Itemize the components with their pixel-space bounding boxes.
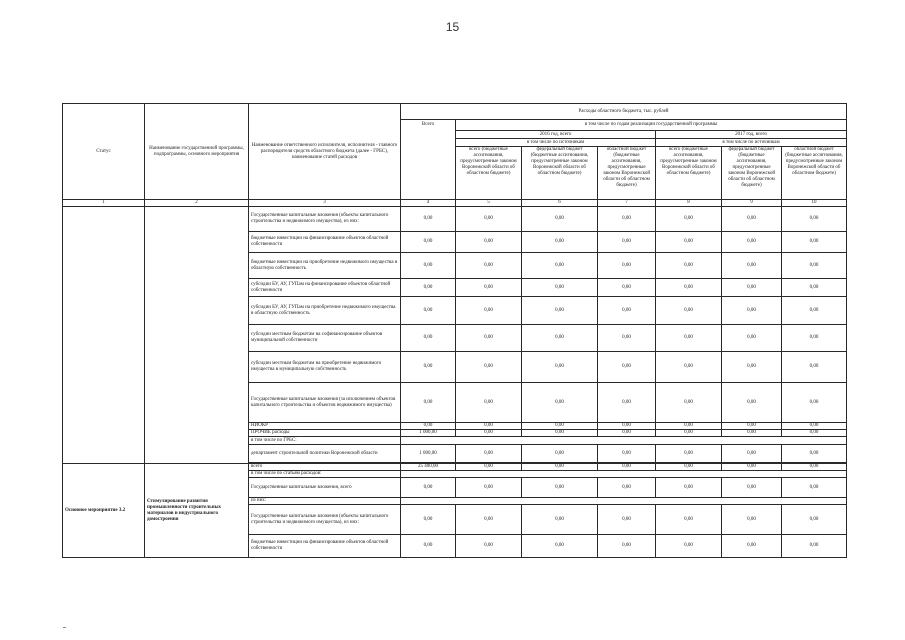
program-name-cell-empty	[145, 207, 249, 464]
column-number: 7	[598, 200, 656, 207]
value-cell: 0,00	[782, 207, 847, 232]
column-number: 5	[456, 200, 522, 207]
value-cell: 0,00	[656, 279, 722, 297]
header-year-2016: 2016 год, всего	[456, 131, 656, 139]
budget-table	[62, 103, 847, 558]
column-number: 4	[401, 200, 456, 207]
value-cell: 0,00	[722, 232, 782, 253]
value-cell: 0,00	[656, 478, 722, 498]
value-cell: 0,00	[401, 253, 456, 279]
value-cell: 0,00	[722, 535, 782, 558]
value-cell: 0,00	[656, 297, 722, 325]
activity-name: Стимулирование развития промышленности строительных материалов и индустриального домостроения	[145, 464, 249, 558]
value-cell: 0,00	[598, 464, 656, 471]
value-cell: 0,00	[401, 232, 456, 253]
column-numbers-row	[63, 200, 847, 207]
value-cell: 0,00	[656, 232, 722, 253]
value-cell: 0,00	[522, 478, 598, 498]
value-cell: 0,00	[598, 383, 656, 423]
table-row	[63, 207, 847, 232]
value-cell: 0,00	[456, 430, 522, 437]
source-2016-federal: федеральный бюджет (бюджетные ассигнования, предусмотренные законом Воронежской области об областном бюджете)	[522, 147, 598, 200]
value-cell: 0,00	[782, 535, 847, 558]
header-sources-2016: в том числе по источникам	[456, 139, 656, 147]
value-cell: 0,00	[782, 325, 847, 352]
value-cell: 0,00	[401, 207, 456, 232]
value-cell: 0,00	[522, 352, 598, 383]
value-cell: 0,00	[456, 232, 522, 253]
value-cell: 0,00	[522, 325, 598, 352]
value-cell: 0,00	[598, 297, 656, 325]
value-cell: 0,00	[401, 325, 456, 352]
header-year-2017: 2017 год, всего	[656, 131, 847, 139]
value-cell: 0,00	[522, 297, 598, 325]
column-number: 3	[249, 200, 401, 207]
value-cell: 0,00	[456, 445, 522, 463]
header-executor: Наименование ответственного исполнителя, исполнителя - главного распорядителя средств областного бюджета (далее - ГРБС), наименование статей расходов	[249, 104, 401, 200]
value-cell: 0,00	[522, 464, 598, 471]
value-cell: 0,00	[522, 253, 598, 279]
value-cell: 0,00	[456, 423, 522, 430]
row-label-niokr: НИОКР	[249, 423, 401, 430]
value-cell: 0,00	[782, 297, 847, 325]
value-cell: 0,00	[722, 325, 782, 352]
header-total: Всего	[401, 120, 456, 200]
value-cell: 0,00	[656, 325, 722, 352]
value-cell: 0,00	[522, 445, 598, 463]
column-number: 2	[145, 200, 249, 207]
value-cell: 0,00	[598, 505, 656, 535]
row-label-capital-objects: Государственные капитальные вложения (объекты капитального строительства и недвижимого имущества), из них:	[249, 505, 401, 535]
value-cell: 0,00	[722, 207, 782, 232]
row-label: бюджетные инвестиции на финансирование объектов областной собственности	[249, 232, 401, 253]
source-2017-total: всего (бюджетные ассигнования, предусмотренные законом Воронежской области об областном бюджете)	[656, 147, 722, 200]
value-cell: 0,00	[522, 535, 598, 558]
value-cell: 0,00	[656, 352, 722, 383]
row-label-total: всего	[249, 464, 401, 471]
value-cell: 0,00	[401, 279, 456, 297]
value-cell: 0,00	[782, 383, 847, 423]
value-cell: 0,00	[782, 253, 847, 279]
value-cell: 0,00	[456, 535, 522, 558]
row-label: субсидии БУ, АУ, ГУПам на приобретение недвижимого имущества в областную собственность	[249, 297, 401, 325]
column-number: 8	[656, 200, 722, 207]
value-cell: 0,00	[456, 464, 522, 471]
value-cell: 0,00	[782, 505, 847, 535]
table-row	[63, 464, 847, 471]
value-cell: 0,00	[522, 232, 598, 253]
value-cell: 0,00	[401, 423, 456, 430]
value-cell: 0,00	[722, 279, 782, 297]
value-cell: 0,00	[722, 253, 782, 279]
value-cell: 0,00	[598, 207, 656, 232]
header-by-year: в том числе по годам реализации государственной программы	[456, 120, 847, 131]
value-cell: 0,00	[456, 325, 522, 352]
value-cell: 0,00	[722, 430, 782, 437]
value-cell: 0,00	[656, 505, 722, 535]
value-cell: 0,00	[598, 535, 656, 558]
row-label: бюджетные инвестиции на приобретение недвижимого имущества в областную собственность	[249, 253, 401, 279]
empty-span-cell	[401, 498, 847, 505]
value-cell: 0,00	[722, 464, 782, 471]
header-status: Статус	[63, 104, 145, 200]
value-cell: 0,00	[782, 430, 847, 437]
value-cell: 0,00	[782, 232, 847, 253]
column-number: 10	[782, 200, 847, 207]
row-label-department: департамент строительной политики Воронежской области	[249, 445, 401, 463]
value-cell: 0,00	[456, 383, 522, 423]
value-cell: 0,00	[782, 423, 847, 430]
value-cell: 0,00	[598, 430, 656, 437]
header-program-name: Наименование государственной программы, подпрограммы, основного мероприятия	[145, 104, 249, 200]
value-cell: 0,00	[598, 445, 656, 463]
value-cell: 0,00	[656, 464, 722, 471]
value-cell: 0,00	[598, 232, 656, 253]
value-cell: 0,00	[522, 430, 598, 437]
value-cell: 0,00	[456, 297, 522, 325]
value-cell: 0,00	[722, 505, 782, 535]
value-cell: 0,00	[401, 352, 456, 383]
value-cell: 1 000,00	[401, 445, 456, 463]
value-cell: 0,00	[522, 207, 598, 232]
value-cell: 0,00	[782, 445, 847, 463]
value-cell: 0,00	[522, 383, 598, 423]
value-cell: 0,00	[656, 423, 722, 430]
row-label: Государственные капитальные вложения (объекты капитального строительства и недвижимого имущества), из них:	[249, 207, 401, 232]
value-cell: 0,00	[598, 253, 656, 279]
row-label: субсидии БУ, АУ, ГУПам на финансирование объектов областной собственности	[249, 279, 401, 297]
empty-span-cell	[401, 437, 847, 445]
value-cell: 0,00	[401, 505, 456, 535]
value-cell: 0,00	[598, 478, 656, 498]
row-label: Государственные капитальные вложения (за исключением объектов капитального строительства и объектов недвижимого имущества)	[249, 383, 401, 423]
value-cell: 0,00	[722, 478, 782, 498]
header-sources-2017: в том числе по источникам	[656, 139, 847, 147]
value-cell: 0,00	[456, 253, 522, 279]
value-cell: 0,00	[782, 352, 847, 383]
row-label: субсидии местным бюджетам на приобретение недвижимого имущества в муниципальную собственность	[249, 352, 401, 383]
value-cell: 25 400,00	[401, 464, 456, 471]
source-2016-regional: областной бюджет (бюджетные ассигнования, предусмотренные законом Воронежской области об областном бюджете)	[598, 147, 656, 200]
value-cell: 0,00	[656, 383, 722, 423]
value-cell: 0,00	[401, 478, 456, 498]
value-cell: 0,00	[782, 279, 847, 297]
row-label: субсидии местным бюджетам на софинансирование объектов муниципальной собственности	[249, 325, 401, 352]
value-cell: 0,00	[522, 505, 598, 535]
scan-artifact	[63, 627, 66, 628]
value-cell: 0,00	[722, 445, 782, 463]
row-label-other: ПРОЧИЕ расходы	[249, 430, 401, 437]
value-cell: 0,00	[401, 535, 456, 558]
value-cell: 0,00	[522, 279, 598, 297]
row-label-grbs: в том числе по ГРБС:	[249, 437, 401, 445]
value-cell: 0,00	[722, 383, 782, 423]
column-number: 1	[63, 200, 145, 207]
value-cell: 0,00	[456, 505, 522, 535]
value-cell: 0,00	[722, 297, 782, 325]
value-cell: 0,00	[456, 207, 522, 232]
source-2017-federal: федеральный бюджет (бюджетные ассигнования, предусмотренные законом Воронежской области об областном бюджете)	[722, 147, 782, 200]
row-label-by-articles: в том числе по статьям расходов:	[249, 471, 401, 478]
column-number: 6	[522, 200, 598, 207]
value-cell: 0,00	[782, 478, 847, 498]
value-cell: 0,00	[456, 352, 522, 383]
status-main-activity: Основное мероприятие 3.2	[63, 464, 145, 558]
row-label-of-them: из них:	[249, 498, 401, 505]
value-cell: 0,00	[598, 325, 656, 352]
value-cell: 0,00	[782, 464, 847, 471]
value-cell: 0,00	[656, 445, 722, 463]
value-cell: 0,00	[456, 279, 522, 297]
value-cell: 0,00	[401, 383, 456, 423]
value-cell: 0,00	[598, 423, 656, 430]
column-number: 9	[722, 200, 782, 207]
row-label-capital: Государственные капитальные вложения, всего	[249, 478, 401, 498]
value-cell: 0,00	[656, 253, 722, 279]
value-cell: 0,00	[598, 279, 656, 297]
value-cell: 0,00	[522, 423, 598, 430]
value-cell: 1 000,00	[401, 430, 456, 437]
value-cell: 0,00	[656, 207, 722, 232]
value-cell: 0,00	[456, 478, 522, 498]
value-cell: 0,00	[722, 423, 782, 430]
source-2017-regional: областной бюджет (бюджетные ассигнования, предусмотренные законом Воронежской области об областном бюджете)	[782, 147, 847, 200]
source-2016-total: всего (бюджетные ассигнования, предусмотренные законом Воронежской области об областном бюджете)	[456, 147, 522, 200]
header-expenses-title: Расходы областного бюджета, тыс. рублей	[401, 104, 847, 120]
value-cell: 0,00	[598, 352, 656, 383]
value-cell: 0,00	[722, 352, 782, 383]
header-row-1	[63, 104, 847, 120]
row-label-investments: бюджетные инвестиции на финансирование объектов областной собственности	[249, 535, 401, 558]
value-cell: 0,00	[401, 297, 456, 325]
empty-span-cell	[401, 471, 847, 478]
value-cell: 0,00	[656, 535, 722, 558]
value-cell: 0,00	[656, 430, 722, 437]
status-cell-empty	[63, 207, 145, 464]
page-number: 15	[445, 20, 460, 34]
